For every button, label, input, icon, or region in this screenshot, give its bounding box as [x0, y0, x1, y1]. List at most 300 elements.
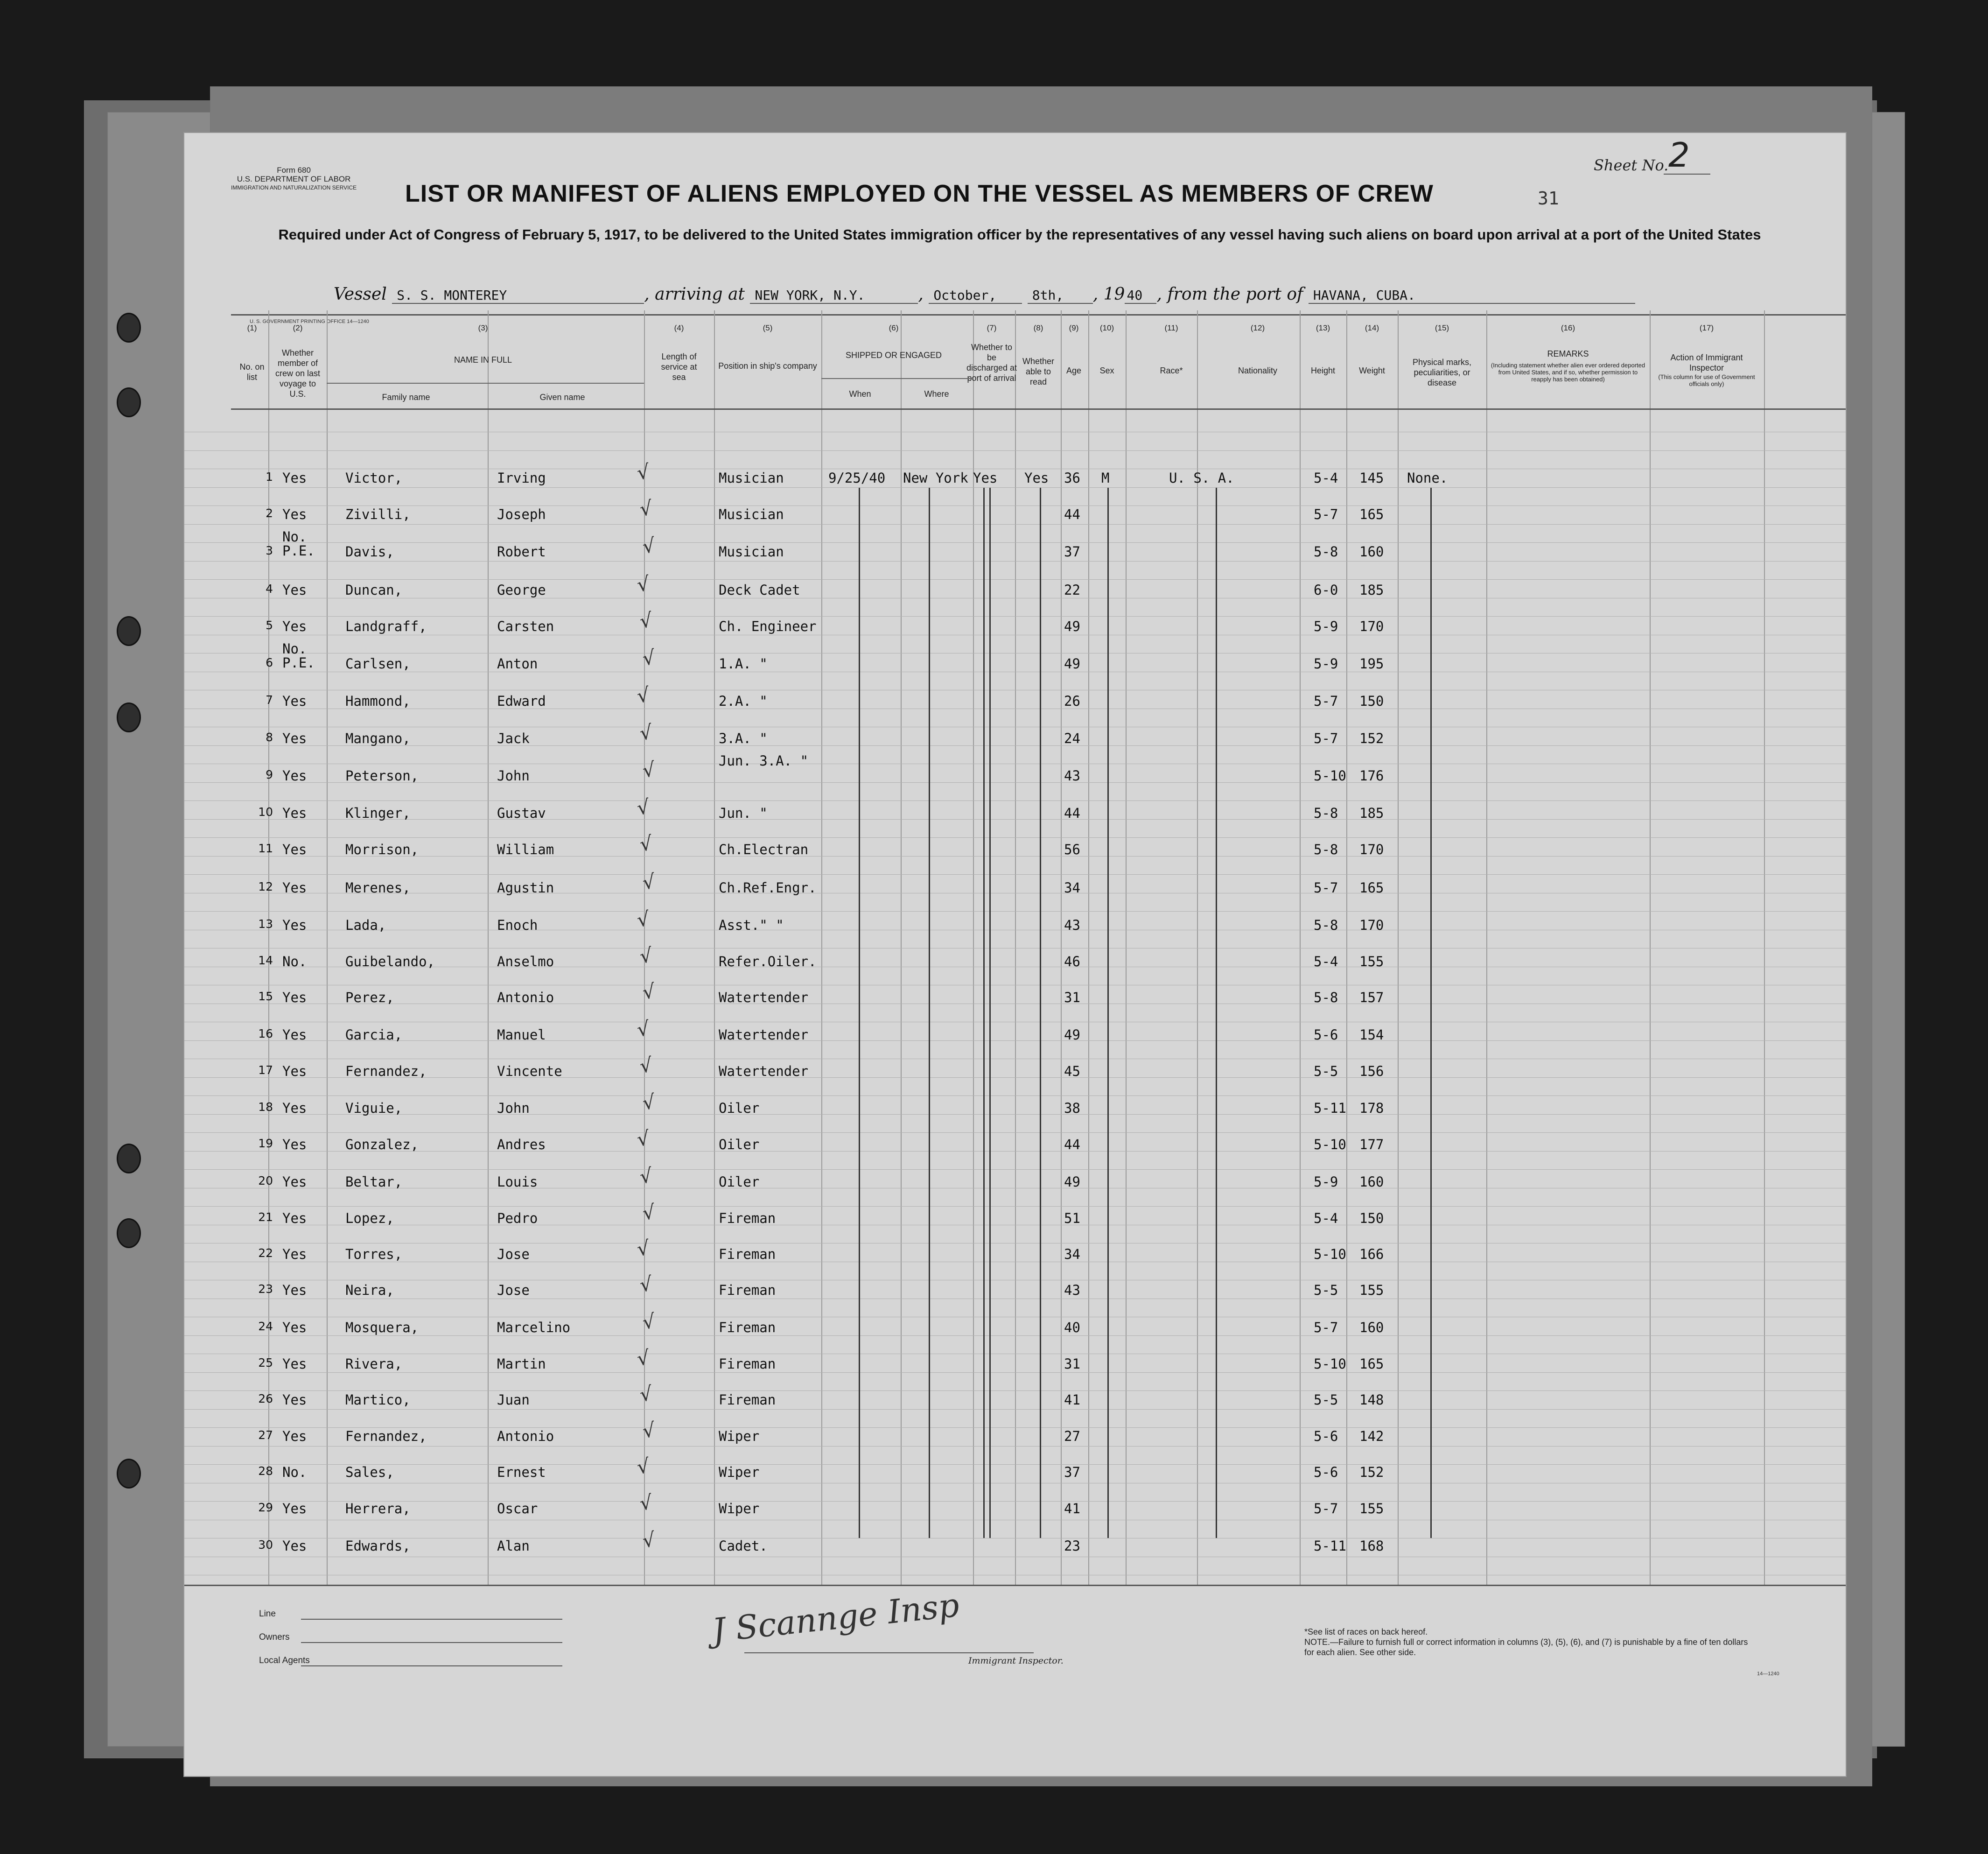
row-weight: 150: [1359, 693, 1384, 709]
length-of-service-checkmark: √: [638, 1382, 654, 1406]
row-height: 5-10: [1314, 768, 1346, 784]
column-number: (14): [1365, 323, 1379, 332]
col-header-height: Height: [1310, 366, 1336, 375]
arrival-month: October,: [929, 288, 1022, 304]
column-divider: [1398, 310, 1399, 1585]
row-previous-voyage: Yes: [282, 1137, 307, 1152]
row-list-number: 17: [258, 1063, 273, 1077]
column-divider: [1346, 310, 1347, 1585]
row-height: 5-6: [1314, 1027, 1338, 1043]
row-position: Watertender: [719, 990, 809, 1005]
row-previous-voyage: Yes: [282, 768, 307, 784]
row-position: Fireman: [719, 1246, 776, 1262]
row-previous-voyage: Yes: [282, 1538, 307, 1554]
row-weight: 150: [1359, 1210, 1384, 1226]
row-given-name: Marcelino: [497, 1320, 571, 1335]
row-height: 5-10: [1314, 1137, 1346, 1152]
row-previous-voyage: Yes: [282, 917, 307, 933]
column-divider: [1300, 310, 1301, 1585]
departure-port: HAVANA, CUBA.: [1309, 288, 1635, 304]
row-height: 5-7: [1314, 1320, 1338, 1335]
table-bottom-rule: [184, 1585, 1846, 1586]
col-header-nationality: Nationality: [1238, 366, 1278, 375]
row-given-name: Jack: [497, 730, 530, 746]
row-given-name: Antonio: [497, 1428, 554, 1444]
ruled-line: [184, 1390, 1846, 1391]
row-weight: 165: [1359, 506, 1384, 522]
ruled-line: [184, 450, 1846, 451]
row-given-name: Joseph: [497, 506, 546, 522]
row-previous-voyage: Yes: [282, 470, 307, 486]
row-position: Ch.Electran: [719, 842, 809, 857]
row-list-number: 13: [258, 917, 273, 931]
row-given-name: Agustin: [497, 880, 554, 896]
row-age: 34: [1064, 880, 1080, 896]
col-header-position: Position in ship's company: [718, 361, 817, 371]
row-family-name: Herrera,: [345, 1501, 411, 1517]
binder-hole: [117, 1144, 141, 1173]
name-subheader-rule: [327, 383, 644, 384]
length-of-service-checkmark: √: [635, 795, 651, 820]
sheet-number-underline: [1664, 174, 1710, 175]
length-of-service-checkmark: √: [641, 534, 657, 558]
ruled-line: [184, 1132, 1846, 1133]
length-of-service-checkmark: √: [635, 1126, 651, 1151]
column-number: (1): [247, 323, 257, 332]
length-of-service-checkmark: √: [635, 1454, 651, 1479]
penalty-note: NOTE.—Failure to furnish full or correct information in columns (3), (5), (6), and (7) is punishable by a fine of ten dollars for each alien. See other side.: [1304, 1637, 1748, 1657]
row-age: 43: [1064, 917, 1080, 933]
row-position: Fireman: [719, 1320, 776, 1335]
row-age: 56: [1064, 842, 1080, 857]
row-given-name: Gustav: [497, 805, 546, 821]
row-position: Oiler: [719, 1174, 760, 1190]
row-list-number: 5: [266, 618, 273, 632]
row-family-name: Mangano,: [345, 730, 411, 746]
length-of-service-checkmark: √: [641, 870, 657, 894]
row-height: 5-7: [1314, 506, 1338, 522]
row-given-name: Andres: [497, 1137, 546, 1152]
row-given-name: Juan: [497, 1392, 530, 1408]
row-list-number: 18: [258, 1100, 273, 1114]
row-given-name: Antonio: [497, 990, 554, 1005]
row-family-name: Davis,: [345, 544, 394, 560]
row-age: 44: [1064, 805, 1080, 821]
row-weight: 154: [1359, 1027, 1384, 1043]
row-list-number: 6: [266, 656, 273, 669]
row-family-name: Gonzalez,: [345, 1137, 419, 1152]
col-header-name-in-full: NAME IN FULL: [454, 355, 512, 365]
page-title: LIST OR MANIFEST OF ALIENS EMPLOYED ON THE VESSEL AS MEMBERS OF CREW: [405, 180, 1434, 207]
col-header-when: When: [849, 389, 871, 399]
column-number: (17): [1699, 323, 1714, 332]
row-family-name: Morrison,: [345, 842, 419, 857]
length-of-service-checkmark: √: [638, 496, 654, 521]
row-family-name: Garcia,: [345, 1027, 403, 1043]
column-number: (5): [763, 323, 773, 332]
row-given-name: Jose: [497, 1246, 530, 1262]
col-header-discharged: Whether to be discharged at port of arrival: [966, 343, 1017, 383]
column-divider: [1486, 310, 1487, 1585]
local-agents-label: Local Agents: [259, 1656, 310, 1665]
ruled-line: [184, 524, 1846, 525]
row-weight: 160: [1359, 544, 1384, 560]
row-given-name: Martin: [497, 1356, 546, 1372]
column-divider: [714, 310, 715, 1585]
length-of-service-checkmark: √: [635, 572, 651, 597]
length-of-service-checkmark: √: [641, 1200, 657, 1225]
row-position: Oiler: [719, 1137, 760, 1152]
ditto-line: [1216, 488, 1217, 1538]
ditto-line: [1107, 488, 1109, 1538]
row-age: 36: [1064, 470, 1080, 486]
row-weight: 157: [1359, 990, 1384, 1005]
row-previous-voyage: Yes: [282, 1246, 307, 1262]
ruled-line: [184, 1040, 1846, 1041]
row-age: 40: [1064, 1320, 1080, 1335]
row-family-name: Guibelando,: [345, 954, 435, 969]
row-height: 5-7: [1314, 693, 1338, 709]
row-position: Ch.Ref.Engr.: [719, 880, 817, 896]
ruled-line: [184, 745, 1846, 746]
row-height: 5-8: [1314, 842, 1338, 857]
col-header-physical-marks: Physical marks, peculiarities, or disease: [1412, 358, 1472, 387]
row-family-name: Klinger,: [345, 805, 411, 821]
row-previous-voyage: Yes: [282, 618, 307, 634]
row-weight: 165: [1359, 880, 1384, 896]
ruled-line: [184, 1335, 1846, 1336]
ruled-line: [184, 579, 1846, 580]
row-given-name: Anton: [497, 656, 538, 672]
row-position: 3.A. ": [719, 730, 768, 746]
ruled-line: [184, 1169, 1846, 1170]
ditto-line: [929, 488, 930, 1538]
row-previous-voyage: No.: [282, 1464, 307, 1480]
row-given-name: Vincente: [497, 1063, 562, 1079]
row-family-name: Beltar,: [345, 1174, 403, 1190]
owners-label: Owners: [259, 1632, 290, 1642]
ruled-line: [184, 1446, 1846, 1447]
row-age: 23: [1064, 1538, 1080, 1554]
row-age: 37: [1064, 1464, 1080, 1480]
row-position: Wiper: [719, 1501, 760, 1517]
row-family-name: Victor,: [345, 470, 403, 486]
col-header-previous-voyage: Whether member of crew on last voyage to U.S.: [275, 348, 321, 399]
column-divider: [1088, 310, 1089, 1585]
row-family-name: Merenes,: [345, 880, 411, 896]
row-weight: 148: [1359, 1392, 1384, 1408]
column-divider: [1650, 310, 1651, 1585]
row-list-number: 2: [266, 506, 273, 520]
row-list-number: 23: [258, 1282, 273, 1296]
binder-hole: [117, 1459, 141, 1489]
column-number: (3): [478, 323, 488, 332]
ruled-line: [184, 1464, 1846, 1465]
ruled-line: [184, 1151, 1846, 1152]
row-family-name: Rivera,: [345, 1356, 403, 1372]
shipped-subheader-rule: [821, 378, 973, 379]
inspector-signature: J Scannge Insp: [710, 1586, 961, 1650]
row-shipped-where: New York: [903, 470, 968, 486]
ruled-line: [184, 819, 1846, 820]
binder-hole: [117, 313, 141, 343]
row-previous-voyage: Yes: [282, 880, 307, 896]
col-header-length-of-service: Length of service at sea: [661, 352, 697, 382]
col-header-given-name: Given name: [539, 393, 585, 402]
length-of-service-checkmark: √: [635, 907, 651, 932]
ditto-line: [989, 488, 991, 1538]
column-number: (7): [987, 323, 997, 332]
row-height: 5-9: [1314, 1174, 1338, 1190]
row-family-name: Sales,: [345, 1464, 394, 1480]
row-previous-voyage: No. P.E.: [282, 641, 315, 671]
row-previous-voyage: Yes: [282, 842, 307, 857]
row-given-name: Jose: [497, 1282, 530, 1298]
row-weight: 178: [1359, 1100, 1384, 1116]
row-previous-voyage: Yes: [282, 1174, 307, 1190]
ruled-line: [184, 837, 1846, 838]
local-agents-field: [301, 1665, 562, 1666]
col-header-family-name: Family name: [382, 393, 430, 402]
row-position: Asst." ": [719, 917, 784, 933]
form-code: 14—1240: [1757, 1671, 1779, 1677]
length-of-service-checkmark: √: [635, 1346, 651, 1370]
row-weight: 155: [1359, 1282, 1384, 1298]
col-header-race: Race*: [1160, 366, 1183, 375]
row-position: Musician: [719, 470, 784, 486]
column-divider: [1197, 310, 1198, 1585]
title-stamp-number: 31: [1538, 188, 1559, 209]
row-age: 41: [1064, 1501, 1080, 1517]
row-family-name: Lopez,: [345, 1210, 394, 1226]
row-weight: 156: [1359, 1063, 1384, 1079]
column-divider: [1764, 310, 1765, 1585]
row-list-number: 15: [258, 990, 273, 1003]
row-position: 2.A. ": [719, 693, 768, 709]
ditto-line: [1040, 488, 1041, 1538]
sheet-number: 2: [1668, 135, 1690, 175]
row-age: 41: [1064, 1392, 1080, 1408]
row-height: 5-5: [1314, 1063, 1338, 1079]
page-subtitle: Required under Act of Congress of February 5, 1917, to be delivered to the United States immigration officer by the representatives of any vessel having such aliens on board upon arrival at a port of the United States: [278, 226, 1761, 243]
column-number: (10): [1099, 323, 1114, 332]
ruled-line: [184, 1206, 1846, 1207]
column-divider: [1015, 310, 1016, 1585]
row-height: 5-5: [1314, 1282, 1338, 1298]
column-number: (2): [293, 323, 303, 332]
row-height: 5-9: [1314, 656, 1338, 672]
row-previous-voyage: Yes: [282, 506, 307, 522]
column-number: (16): [1561, 323, 1575, 332]
arriving-port: NEW YORK, N.Y.: [750, 288, 918, 304]
row-race-nationality: U. S. A.: [1169, 470, 1234, 486]
row-age: 43: [1064, 768, 1080, 784]
row-family-name: Edwards,: [345, 1538, 411, 1554]
row-previous-voyage: No.: [282, 954, 307, 969]
row-given-name: Robert: [497, 544, 546, 560]
col-header-inspector-action: Action of Immigrant Inspector: [1670, 353, 1743, 372]
row-weight: 145: [1359, 470, 1384, 486]
col-header-where: Where: [924, 389, 949, 399]
row-age: 44: [1064, 506, 1080, 522]
row-age: 27: [1064, 1428, 1080, 1444]
row-previous-voyage: Yes: [282, 805, 307, 821]
row-height: 5-11: [1314, 1100, 1346, 1116]
ditto-line: [859, 488, 860, 1538]
length-of-service-checkmark: √: [635, 1236, 651, 1261]
from-port-label: , from the port of: [1156, 285, 1303, 304]
row-age: 24: [1064, 730, 1080, 746]
row-height: 5-4: [1314, 1210, 1338, 1226]
row-age: 31: [1064, 1356, 1080, 1372]
row-position: Refer.Oiler.: [719, 954, 817, 969]
row-list-number: 11: [258, 842, 273, 855]
row-list-number: 16: [258, 1027, 273, 1040]
owners-field: [301, 1642, 562, 1643]
service-name: IMMIGRATION AND NATURALIZATION SERVICE: [231, 184, 357, 191]
row-given-name: Edward: [497, 693, 546, 709]
row-height: 5-7: [1314, 880, 1338, 896]
row-weight: 176: [1359, 768, 1384, 784]
ditto-line: [1430, 488, 1432, 1538]
row-family-name: Zivilli,: [345, 506, 411, 522]
column-divider: [327, 310, 328, 1585]
row-list-number: 1: [266, 470, 273, 484]
line-field: [301, 1619, 562, 1620]
row-position: Deck Cadet: [719, 582, 800, 598]
col-header-weight: Weight: [1359, 366, 1385, 375]
row-previous-voyage: Yes: [282, 1063, 307, 1079]
printing-office-note: U. S. GOVERNMENT PRINTING OFFICE 14—1240: [250, 319, 369, 324]
row-age: 34: [1064, 1246, 1080, 1262]
row-weight: 152: [1359, 1464, 1384, 1480]
length-of-service-checkmark: √: [638, 831, 654, 856]
row-previous-voyage: No. P.E.: [282, 529, 315, 559]
row-age: 45: [1064, 1063, 1080, 1079]
column-divider: [821, 310, 822, 1585]
row-given-name: Pedro: [497, 1210, 538, 1226]
row-age: 38: [1064, 1100, 1080, 1116]
row-weight: 142: [1359, 1428, 1384, 1444]
row-age: 43: [1064, 1282, 1080, 1298]
column-number: (9): [1069, 323, 1079, 332]
row-list-number: 21: [258, 1210, 273, 1224]
row-age: 31: [1064, 990, 1080, 1005]
row-weight: 170: [1359, 917, 1384, 933]
ruled-line: [184, 1427, 1846, 1428]
row-family-name: Torres,: [345, 1246, 403, 1262]
signature-line: [744, 1652, 1034, 1653]
form-number: Form 680: [277, 166, 311, 175]
row-age: 26: [1064, 693, 1080, 709]
row-position: Jun. 3.A. ": [719, 753, 809, 769]
row-weight: 195: [1359, 656, 1384, 672]
row-shipped-when: 9/25/40: [828, 470, 886, 486]
row-height: 5-6: [1314, 1464, 1338, 1480]
ruled-line: [184, 782, 1846, 783]
row-previous-voyage: Yes: [282, 1428, 307, 1444]
ruled-line: [184, 1114, 1846, 1115]
length-of-service-checkmark: √: [635, 1017, 651, 1041]
footnote: [1304, 1627, 1752, 1657]
ruled-line: [184, 1501, 1846, 1502]
row-position: Musician: [719, 506, 784, 522]
length-of-service-checkmark: √: [641, 1309, 657, 1334]
ruled-line: [184, 911, 1846, 912]
row-family-name: Lada,: [345, 917, 386, 933]
col-header-remarks: REMARKS: [1547, 349, 1589, 358]
row-age: 22: [1064, 582, 1080, 598]
row-previous-voyage: Yes: [282, 990, 307, 1005]
ruled-line: [184, 1077, 1846, 1078]
row-family-name: Martico,: [345, 1392, 411, 1408]
row-age: 49: [1064, 1174, 1080, 1190]
ruled-line: [184, 856, 1846, 857]
row-family-name: Fernandez,: [345, 1063, 427, 1079]
ruled-line: [184, 1372, 1846, 1373]
row-weight: 155: [1359, 1501, 1384, 1517]
ditto-line: [983, 488, 985, 1538]
column-divider: [488, 310, 489, 1585]
row-age: 37: [1064, 544, 1080, 560]
row-given-name: George: [497, 582, 546, 598]
row-list-number: 28: [258, 1464, 273, 1478]
column-number: (12): [1250, 323, 1265, 332]
length-of-service-checkmark: √: [638, 720, 654, 745]
row-list-number: 10: [258, 805, 273, 819]
length-of-service-checkmark: √: [638, 1164, 654, 1188]
length-of-service-checkmark: √: [638, 608, 654, 633]
header-top-rule: [231, 314, 1846, 316]
row-list-number: 8: [266, 730, 273, 744]
ruled-line: [184, 487, 1846, 488]
department-name: U.S. DEPARTMENT OF LABOR: [237, 175, 351, 183]
row-family-name: Duncan,: [345, 582, 403, 598]
length-of-service-checkmark: √: [641, 1418, 657, 1443]
row-age: 46: [1064, 954, 1080, 969]
row-list-number: 26: [258, 1392, 273, 1405]
column-number: (4): [674, 323, 684, 332]
line-label: Line: [259, 1609, 276, 1619]
row-list-number: 24: [258, 1320, 273, 1333]
vessel-name: S. S. MONTEREY: [392, 288, 644, 304]
row-family-name: Viguie,: [345, 1100, 403, 1116]
arrival-day: 8th,: [1028, 288, 1093, 304]
row-list-number: 25: [258, 1356, 273, 1369]
where-divider: [901, 379, 902, 408]
row-family-name: Carlsen,: [345, 656, 411, 672]
row-height: 5-4: [1314, 954, 1338, 969]
row-height: 5-8: [1314, 917, 1338, 933]
row-weight: 160: [1359, 1320, 1384, 1335]
row-list-number: 29: [258, 1501, 273, 1514]
row-position: Wiper: [719, 1464, 760, 1480]
row-weight: 177: [1359, 1137, 1384, 1152]
row-position: 1.A. ": [719, 656, 768, 672]
row-position: Fireman: [719, 1282, 776, 1298]
row-family-name: Fernandez,: [345, 1428, 427, 1444]
length-of-service-checkmark: √: [641, 758, 657, 782]
row-list-number: 12: [258, 880, 273, 893]
row-weight: 170: [1359, 842, 1384, 857]
column-number: (8): [1033, 323, 1043, 332]
row-weight: 160: [1359, 1174, 1384, 1190]
column-number: (15): [1435, 323, 1449, 332]
row-height: 5-8: [1314, 544, 1338, 560]
row-position: Musician: [719, 544, 784, 560]
length-of-service-checkmark: √: [638, 943, 654, 968]
row-list-number: 3: [266, 544, 273, 557]
